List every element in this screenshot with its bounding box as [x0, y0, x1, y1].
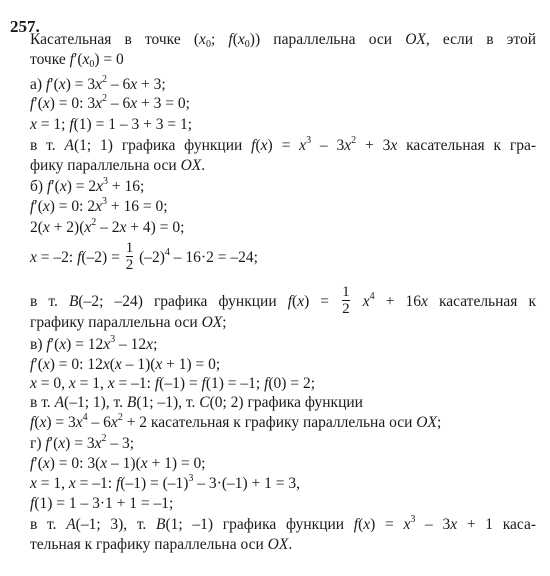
solution-line: f′(x) = 0: $2x^3 + 16 = 0$; — [30, 196, 168, 215]
solution-line: x = 1, x = –1: $f(-1) = (-1)^3 - 3\cdot(-1) + 1 = 3$, — [30, 473, 301, 492]
solution-line: f(1) = 1 – 3·1 + 1 = –1; — [30, 495, 174, 512]
solution-line: x = –2: f(–2) = $\frac{1}{2}$ $(-2)^4 - 16\cdot 2 = -24$; — [30, 240, 258, 273]
solution-line: в т. A(–1; 3), т. B(1; –1) графика функции $f(x) = x^3 - 3x + 1$ каса- — [30, 514, 537, 533]
solution-line: фику параллельна оси OX. — [30, 157, 206, 174]
problem-number: 257. — [10, 17, 40, 36]
solution-line: x = 1; f(1) = 1 – 3 + 3 = 1; — [30, 116, 192, 133]
solution-line: б) $f'(x) = 2x^3 + 16$; — [30, 176, 145, 195]
solution-line: f′(x) = 0: $3x^2 - 6x + 3 = 0$; — [30, 93, 190, 112]
solution-line: f′(x) = 0: 12x(x – 1)(x + 1) = 0; — [30, 356, 221, 373]
solution-line: точке $f'(x_0) = 0$ — [30, 51, 124, 70]
solution-line: в т. A(–1; 1), т. B(1; –1), т. C(0; 2) графика функции — [30, 394, 363, 411]
solution-line: Касательная в точке ($x_0$; $f(x_0)$) параллельна оси OX, если в этой — [30, 31, 537, 50]
solution-line: $2(x + 2)(x^2 - 2x + 4) = 0$; — [30, 217, 185, 236]
solution-line: в т. A(1; 1) графика функции $f(x) = x^3 - 3x^2 + 3x$ касательная к гра- — [30, 135, 537, 154]
solution-line: x = 0, x = 1, x = –1: f(–1) = f(1) = –1; f(0) = 2; — [30, 375, 315, 392]
solution-line: в) $f'(x) = 12x^3 - 12x$; — [30, 334, 158, 353]
solution-line: f′(x) = 0: 3(x – 1)(x + 1) = 0; — [30, 455, 206, 472]
solution-line: графику параллельна оси OX; — [30, 314, 227, 331]
solution-line: тельная к графику параллельна оси OX. — [30, 536, 293, 553]
solution-line: в т. B(–2; –24) графика функции f(x) = $\frac{1}{2}$ $x^4 + 16x$ касательная к — [30, 284, 537, 317]
solution-line: г) $f'(x) = 3x^2 - 3$; — [30, 433, 135, 452]
solution-line: а) $f'(x) = 3x^2 - 6x + 3$; — [30, 74, 166, 93]
solution-line: $f(x) = 3x^4 - 6x^2 + 2$ касательная к графику параллельна оси OX; — [30, 412, 442, 431]
